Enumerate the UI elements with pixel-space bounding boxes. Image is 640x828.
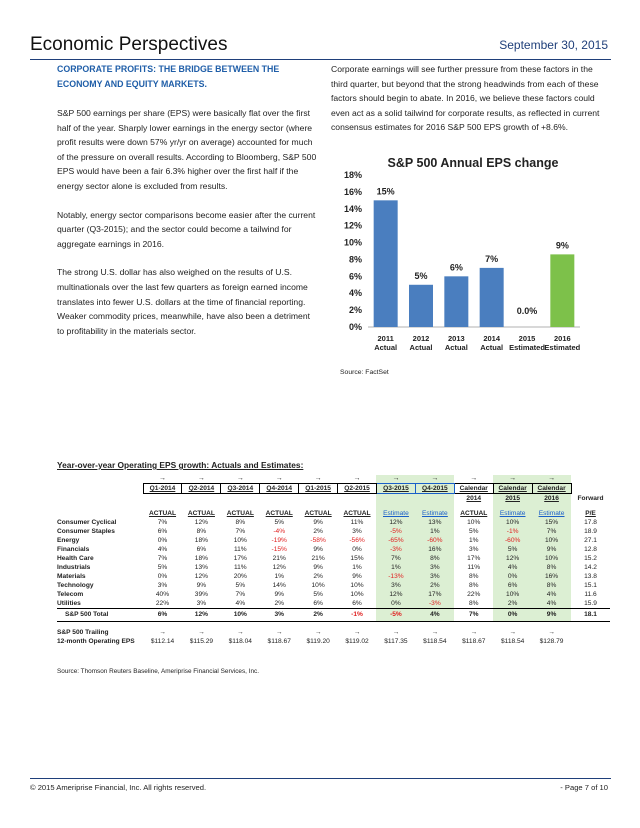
value-cell: 4%	[493, 563, 532, 572]
column-header-line2: 2015	[493, 494, 532, 504]
trailing-value: $118.54	[423, 638, 447, 645]
value-cell: 22%	[467, 591, 481, 598]
trailing-value: $119.02	[345, 638, 369, 645]
value-cell: -65%	[376, 536, 415, 545]
value-cell: 1%	[415, 527, 454, 536]
arrow-cell: →	[548, 629, 555, 636]
status-cell: ACTUAL	[148, 510, 177, 517]
value-cell: 1%	[376, 563, 415, 572]
value-cell: 9%	[313, 564, 323, 571]
y-tick-label: 0%	[348, 322, 362, 332]
column-header: Q4-2014	[260, 484, 299, 494]
sector-label: Technology	[57, 582, 94, 589]
status-cell: ACTUAL	[226, 510, 254, 517]
value-cell: 11.6	[584, 591, 597, 598]
value-cell: 3%	[157, 582, 168, 589]
arrow-cell: →	[353, 475, 361, 482]
paragraph: The strong U.S. dollar has also weighed on the results of U.S. multinationals over the last few quarters as foreign earned income translates into fewer U.S. dollars at the time of financial reporting. Weaker commodity prices, meanwhile, have also been a detriment to profitability in the materials sector.	[57, 267, 310, 336]
value-cell: 8%	[196, 528, 207, 535]
y-tick-label: 14%	[343, 203, 362, 214]
table-row	[57, 536, 610, 545]
column-header-line2	[376, 494, 415, 504]
value-cell: 16%	[415, 545, 454, 554]
value-cell: 10%	[350, 591, 364, 598]
y-tick-label: 8%	[348, 254, 362, 265]
value-cell: 12%	[376, 590, 415, 599]
x-tick-label: Actual	[444, 343, 468, 352]
value-cell: 11%	[350, 519, 364, 526]
sector-label: Energy	[57, 537, 80, 544]
value-cell: 11%	[233, 564, 247, 571]
value-cell: 1%	[352, 564, 362, 571]
value-cell: 13%	[415, 518, 454, 527]
total-cell: 12%	[182, 609, 221, 622]
value-cell: 10%	[532, 536, 571, 545]
sector-label: Health Care	[57, 555, 94, 562]
column-header-line2	[221, 494, 260, 504]
arrow-cell	[571, 628, 610, 637]
arrow-cell: →	[275, 475, 283, 482]
value-cell: 10%	[493, 590, 532, 599]
column-header-line2	[338, 494, 377, 504]
value-cell: 40%	[155, 591, 170, 598]
value-cell: 12.8	[584, 546, 597, 553]
trailing-label: S&P 500 Trailing	[57, 629, 109, 636]
arrow-row	[57, 475, 610, 484]
eps-growth-table	[57, 475, 610, 646]
total-cell: 3%	[260, 609, 299, 622]
value-cell: -3%	[415, 599, 454, 609]
row-label	[57, 494, 143, 504]
arrow-cell: →	[532, 475, 571, 484]
value-cell: 11%	[233, 546, 247, 553]
value-cell: -60%	[493, 536, 532, 545]
value-cell: 21%	[272, 555, 286, 562]
bar	[480, 268, 504, 327]
total-cell: 10%	[221, 609, 260, 622]
x-tick-label: Actual	[480, 343, 504, 352]
value-cell: 10%	[350, 582, 364, 589]
value-cell: 15%	[532, 518, 571, 527]
value-cell: 6%	[313, 600, 323, 607]
value-cell: 17%	[233, 555, 247, 562]
chart-source: Source: FactSet	[340, 369, 389, 376]
value-cell: 9%	[274, 591, 284, 598]
value-cell: 5%	[274, 519, 284, 526]
arrow-cell: →	[376, 475, 415, 484]
column-header: Q1-2015	[299, 484, 338, 494]
header-row	[57, 494, 610, 504]
total-label: S&P 500 Total	[57, 609, 143, 622]
value-cell: 5%	[157, 564, 168, 571]
publication-date: September 30, 2015	[499, 38, 608, 52]
arrow-cell: →	[197, 475, 205, 482]
value-cell: 14%	[272, 582, 286, 589]
arrow-cell: →	[275, 629, 283, 636]
value-cell: 14.2	[584, 564, 597, 571]
table-row	[57, 563, 610, 572]
arrow-cell: →	[314, 629, 322, 636]
arrow-cell: →	[415, 475, 454, 484]
total-cell: 2%	[299, 609, 338, 622]
value-cell: 18%	[194, 537, 208, 544]
y-tick-label: 4%	[348, 288, 362, 299]
value-cell: 0%	[352, 546, 362, 553]
sector-label: Industrials	[57, 564, 91, 571]
value-cell: 8%	[235, 519, 246, 526]
data-label: 5%	[414, 270, 428, 281]
value-cell: 12%	[194, 573, 208, 580]
x-tick-label: 2011	[377, 334, 394, 343]
header-divider	[30, 59, 611, 60]
value-cell: 9%	[352, 573, 362, 580]
column-header-line2	[182, 494, 221, 504]
value-cell: -1%	[493, 527, 532, 536]
x-tick-label: Actual	[374, 343, 398, 352]
status-row	[57, 509, 610, 518]
value-cell: 6%	[493, 581, 532, 590]
value-cell: -58%	[310, 537, 326, 544]
value-cell: 15.1	[584, 582, 597, 589]
trailing-value: $112.14	[150, 638, 175, 645]
value-cell: 1%	[274, 573, 284, 580]
y-tick-label: 12%	[343, 220, 362, 231]
column-header: Calendar	[532, 484, 571, 494]
column-header-line2: 2016	[532, 494, 571, 504]
trailing-label-row	[57, 628, 610, 637]
value-cell: 16%	[532, 572, 571, 581]
table-row	[57, 518, 610, 527]
trailing-value: $115.29	[189, 638, 214, 645]
arrow-cell: →	[198, 629, 205, 636]
value-cell: 2%	[274, 600, 284, 607]
data-label: 9%	[555, 240, 569, 251]
arrow-cell: →	[493, 475, 532, 484]
total-cell: 0%	[493, 609, 532, 622]
arrow-cell: →	[159, 475, 166, 482]
x-tick-label: Estimated	[544, 343, 581, 352]
row-label	[57, 484, 143, 494]
value-cell: 27.1	[584, 537, 597, 544]
value-cell: 7%	[532, 527, 571, 536]
column-header-line2: 2014	[466, 495, 482, 502]
value-cell: 2%	[313, 528, 323, 535]
value-cell: 10%	[493, 518, 532, 527]
column-header-line2	[415, 494, 454, 504]
arrow-cell: →	[431, 629, 439, 636]
arrow-cell: →	[314, 475, 322, 482]
arrow-cell: →	[509, 629, 516, 636]
paragraph: Notably, energy sector comparisons become easier after the current quarter (Q3-2015); and the sector could become a tailwind for aggregate earnings in 2016.	[57, 209, 316, 249]
value-cell: 18%	[194, 555, 208, 562]
left-column	[57, 62, 317, 352]
column-header-line2	[260, 494, 299, 504]
value-cell: 18.9	[584, 528, 597, 535]
value-cell: 7%	[157, 519, 168, 526]
value-cell: 8%	[415, 554, 454, 563]
x-tick-label: 2014	[483, 334, 501, 343]
value-cell: 9%	[532, 545, 571, 554]
column-header-line2	[299, 494, 338, 504]
page-number: - Page 7 of 10	[560, 783, 608, 792]
value-cell: 4%	[235, 600, 246, 607]
value-cell: -13%	[376, 572, 415, 581]
value-cell: 2%	[415, 581, 454, 590]
sector-label: Telecom	[57, 591, 84, 598]
value-cell: 9%	[313, 546, 323, 553]
status-cell: ACTUAL	[343, 510, 371, 517]
value-cell: 13%	[194, 564, 208, 571]
value-cell: 10%	[532, 554, 571, 563]
value-cell: 11%	[467, 564, 481, 571]
row-label	[57, 509, 143, 518]
status-cell: Estimate	[415, 509, 454, 518]
section-heading: CORPORATE PROFITS: THE BRIDGE BETWEEN THE ECONOMY AND EQUITY MARKETS.	[57, 64, 280, 89]
value-cell: 1%	[468, 537, 479, 544]
arrow-cell	[571, 475, 610, 484]
value-cell: -5%	[376, 527, 415, 536]
value-cell: 13.8	[584, 573, 597, 580]
value-cell: 17%	[415, 590, 454, 599]
total-cell: 4%	[415, 609, 454, 622]
arrow-cell: →	[392, 629, 400, 636]
column-header	[571, 484, 610, 494]
value-cell: 0%	[376, 599, 415, 609]
value-cell: 17%	[467, 555, 481, 562]
value-cell: 5%	[313, 591, 323, 598]
data-label: 0.0%	[516, 306, 538, 316]
column-header: Q3-2014	[221, 484, 260, 494]
row-label	[57, 475, 143, 484]
paragraph: Corporate earnings will see further pressure from these factors in the third quarter, but beyond that the strong headwinds from each of these factors should begin to abate. In 2016, we believe these factors could even act as a solid tailwind for corporate results, as reflected in current consensus estimates for 2016 S&P 500 EPS growth of +8.6%.	[331, 64, 600, 133]
table-row	[57, 581, 610, 590]
value-cell: 12%	[272, 564, 286, 571]
table-row	[57, 527, 610, 536]
trailing-value	[571, 637, 610, 646]
column-header-line2	[143, 494, 182, 504]
data-label: 7%	[485, 253, 499, 264]
value-cell: 4%	[532, 590, 571, 599]
table-row	[57, 590, 610, 599]
status-cell: Estimate	[532, 509, 571, 518]
bar	[444, 276, 468, 327]
x-tick-label: Estimated	[509, 343, 545, 352]
footer-divider	[30, 778, 611, 779]
arrow-cell: →	[470, 475, 478, 482]
value-cell: -3%	[376, 545, 415, 554]
column-header: Q2-2014	[182, 484, 221, 494]
value-cell: 15%	[350, 555, 364, 562]
x-tick-label: 2013	[447, 334, 465, 343]
value-cell: 7%	[235, 528, 246, 535]
sector-label: Consumer Cyclical	[57, 519, 117, 526]
value-cell: 0%	[157, 573, 168, 580]
value-cell: 7%	[376, 554, 415, 563]
sector-label: Materials	[57, 573, 86, 580]
header-row	[57, 484, 610, 494]
bar	[374, 200, 398, 327]
value-cell: 2%	[313, 573, 323, 580]
trailing-label: 12-month Operating EPS	[57, 638, 135, 645]
value-cell: -60%	[415, 536, 454, 545]
value-cell: 9%	[313, 519, 323, 526]
value-cell: 9%	[196, 582, 207, 589]
trailing-value: $128.79	[539, 638, 564, 645]
trailing-value: $117.35	[384, 638, 408, 645]
trailing-value: $118.54	[500, 638, 525, 645]
data-label: 6%	[449, 262, 463, 273]
value-cell: 8%	[468, 600, 479, 607]
value-cell: 8%	[532, 581, 571, 590]
arrow-cell: →	[353, 629, 361, 636]
value-cell: 3%	[415, 563, 454, 572]
table-row	[57, 545, 610, 554]
total-cell: -5%	[376, 609, 415, 622]
value-cell: 22%	[155, 600, 170, 607]
value-cell: 8%	[532, 563, 571, 572]
value-cell: 2%	[493, 599, 532, 609]
value-cell: 6%	[157, 528, 168, 535]
value-cell: 5%	[235, 582, 246, 589]
value-cell: 6%	[352, 600, 362, 607]
value-cell: 21%	[311, 555, 325, 562]
arrow-cell: →	[470, 629, 478, 636]
bar	[550, 254, 574, 327]
status-cell: ACTUAL	[187, 510, 215, 517]
eps-bar-chart	[330, 160, 605, 360]
y-tick-label: 16%	[343, 186, 362, 197]
value-cell: 20%	[233, 573, 247, 580]
column-header: Calendar	[493, 484, 532, 494]
page-title: Economic Perspectives	[30, 34, 228, 55]
chart-title: S&P 500 Annual EPS change	[387, 156, 559, 170]
value-cell: 3%	[352, 528, 362, 535]
value-cell: 3%	[415, 572, 454, 581]
value-cell: 7%	[157, 555, 168, 562]
arrow-cell: →	[236, 475, 244, 482]
status-cell: ACTUAL	[460, 510, 488, 517]
sector-label: Financials	[57, 546, 90, 553]
value-cell: 5%	[468, 528, 479, 535]
column-header: Q3-2015	[376, 484, 415, 494]
trailing-value: $118.67	[462, 638, 486, 645]
value-cell: 3%	[468, 546, 479, 553]
value-cell: -15%	[271, 546, 287, 553]
data-label: 15%	[376, 186, 395, 197]
status-cell: Estimate	[493, 509, 532, 518]
value-cell: 4%	[157, 546, 168, 553]
table-title: Year-over-year Operating EPS growth: Actuals and Estimates:	[57, 460, 304, 470]
right-column	[331, 62, 601, 135]
total-row	[57, 609, 610, 622]
sector-label: Utilities	[57, 600, 81, 607]
x-tick-label: 2016	[553, 334, 571, 343]
value-cell: 10%	[233, 537, 247, 544]
value-cell: 0%	[157, 537, 168, 544]
value-cell: 4%	[532, 599, 571, 609]
bar	[409, 285, 433, 327]
value-cell: 12%	[376, 518, 415, 527]
total-cell: 6%	[143, 609, 182, 622]
sector-label: Consumer Staples	[57, 528, 115, 535]
trailing-value: $118.67	[267, 638, 291, 645]
total-cell: 7%	[454, 609, 493, 622]
table-source: Source: Thomson Reuters Baseline, Ameriprise Financial Services, Inc.	[57, 668, 259, 675]
table-row	[57, 554, 610, 563]
table-row	[57, 599, 610, 609]
trailing-value: $118.04	[228, 638, 252, 645]
total-cell: -1%	[338, 609, 377, 622]
y-tick-label: 6%	[348, 271, 362, 282]
trailing-value: $119.20	[306, 638, 330, 645]
total-cell: 9%	[532, 609, 571, 622]
value-cell: 8%	[468, 582, 479, 589]
value-cell: 6%	[196, 546, 207, 553]
value-cell: -56%	[349, 537, 365, 544]
status-cell: Estimate	[376, 509, 415, 518]
trailing-eps-row	[57, 637, 610, 646]
value-cell: 10%	[467, 519, 481, 526]
column-header: Q4-2015	[415, 484, 454, 494]
copyright-notice: © 2015 Ameriprise Financial, Inc. All rights reserved.	[30, 783, 207, 792]
status-cell: P/E	[585, 510, 596, 517]
column-header: Q1-2014	[143, 484, 182, 494]
value-cell: 15.9	[584, 600, 597, 607]
column-header: Q2-2015	[338, 484, 377, 494]
column-header: Calendar	[454, 484, 493, 494]
column-header-line2: Forward	[577, 494, 604, 502]
x-tick-label: 2015	[518, 334, 536, 343]
status-cell: ACTUAL	[265, 510, 293, 517]
value-cell: 8%	[468, 573, 479, 580]
table-row	[57, 572, 610, 581]
value-cell: 10%	[311, 582, 325, 589]
value-cell: 15.2	[584, 555, 597, 562]
total-cell: 18.1	[571, 609, 610, 622]
y-tick-label: 10%	[343, 237, 362, 248]
paragraph: S&P 500 earnings per share (EPS) were basically flat over the first half of the year. Sharply lower earnings in the energy sector (where profit results were down 57% yr/yr on average) accounted for much of the pressure on overall results. According to Bloomberg, S&P 500 EPS would have been a fair 6.3% higher over the first half if the energy sector alone is excluded from results.	[57, 108, 317, 191]
value-cell: 17.8	[584, 519, 597, 526]
value-cell: -4%	[273, 528, 286, 535]
arrow-cell: →	[159, 629, 166, 636]
arrow-cell: →	[237, 629, 244, 636]
x-tick-label: Actual	[409, 343, 433, 352]
value-cell: 0%	[493, 572, 532, 581]
y-tick-label: 2%	[348, 305, 362, 316]
status-cell: ACTUAL	[304, 510, 332, 517]
y-tick-label: 18%	[343, 170, 362, 180]
value-cell: 3%	[196, 600, 207, 607]
value-cell: -19%	[271, 537, 287, 544]
value-cell: 3%	[376, 581, 415, 590]
x-tick-label: 2012	[412, 334, 430, 343]
value-cell: 39%	[194, 591, 208, 598]
value-cell: 12%	[493, 554, 532, 563]
value-cell: 12%	[194, 519, 208, 526]
value-cell: 7%	[235, 591, 246, 598]
value-cell: 5%	[493, 545, 532, 554]
